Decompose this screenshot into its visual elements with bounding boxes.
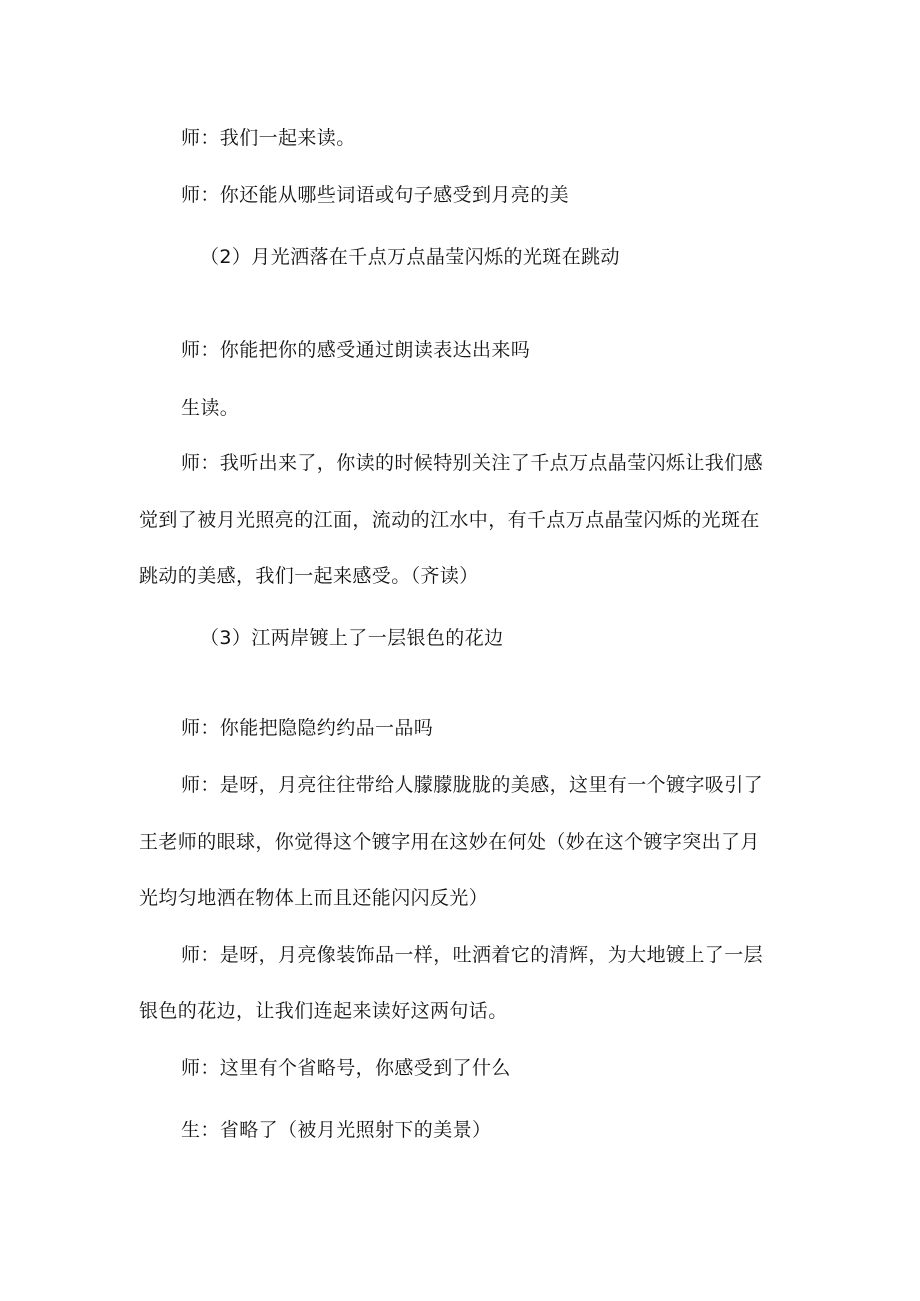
paragraph-line: 师：我听出来了，你读的时候特别关注了千点万点晶莹闪烁让我们感 xyxy=(181,452,764,474)
paragraph-line: 师：你能把隐隐约约品一品吗 xyxy=(181,717,434,739)
paragraph-line: 师：是呀，月亮像装饰品一样，吐洒着它的清辉，为大地镀上了一层 xyxy=(181,944,764,966)
paragraph-line: 生读。 xyxy=(181,397,240,419)
paragraph-line: 跳动的美感，我们一起来感受。（齐读） xyxy=(139,565,479,587)
paragraph-line: 光均匀地洒在物体上而且还能闪闪反光） xyxy=(139,887,489,909)
paragraph-line: 银色的花边，让我们连起来读好这两句话。 xyxy=(139,1000,508,1022)
section-heading: （2）月光洒落在千点万点晶莹闪烁的光斑在跳动 xyxy=(200,246,620,268)
paragraph-line: 师：这里有个省略号，你感受到了什么 xyxy=(181,1057,511,1079)
paragraph-line: 生：省略了（被月光照射下的美景） xyxy=(181,1119,492,1141)
paragraph-line: 师：你能把你的感受通过朗读表达出来吗 xyxy=(181,339,531,361)
paragraph-line: 王老师的眼球，你觉得这个镀字用在这妙在何处（妙在这个镀字突出了月 xyxy=(139,831,760,853)
paragraph-line: 师：我们一起来读。 xyxy=(181,127,356,149)
paragraph-line: 师：是呀，月亮往往带给人朦朦胧胧的美感，这里有一个镀字吸引了 xyxy=(181,774,764,796)
section-heading: （3）江两岸镀上了一层银色的花边 xyxy=(200,627,504,649)
paragraph-line: 觉到了被月光照亮的江面，流动的江水中，有千点万点晶莹闪烁的光斑在 xyxy=(139,509,760,531)
paragraph-line: 师：你还能从哪些词语或句子感受到月亮的美 xyxy=(181,184,570,206)
